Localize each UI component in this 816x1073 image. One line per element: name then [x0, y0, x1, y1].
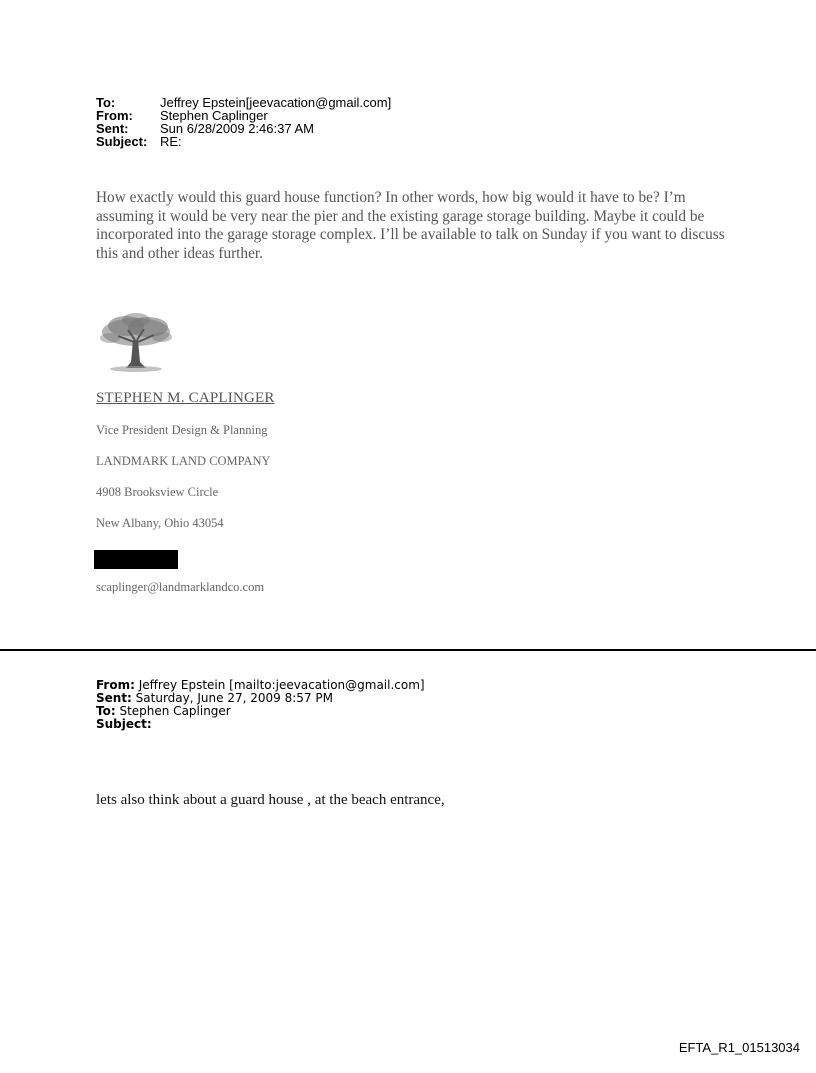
to-value: Jeffrey Epstein[jeevacation@gmail.com]: [160, 95, 392, 110]
divider: [0, 649, 816, 651]
signature-title: Vice President Design & Planning: [96, 423, 268, 437]
fwd-to-label: To:: [96, 704, 116, 718]
reply-body: How exactly would this guard house function? In other words, how big would it have to be? I’m assuming it would be very near the pier and the existing garage storage building. Maybe it could be incorporated into the garage storage complex. I’ll be available to talk on Sunday if you want to discuss this and other ideas further.: [96, 189, 725, 262]
forwarded-header: [96, 679, 425, 731]
from-label: From:: [96, 108, 133, 123]
fwd-from-label: From:: [96, 678, 135, 692]
from-value: Stephen Caplinger: [160, 108, 268, 123]
sent-label: Sent:: [96, 121, 129, 136]
oak-tree-icon: [96, 310, 176, 374]
email-header: [96, 96, 391, 148]
fwd-sent-label: Sent:: [96, 691, 132, 705]
document-id: EFTA_R1_01513034: [678, 1040, 800, 1055]
fwd-from-value: Jeffrey Epstein [mailto:jeevacation@gmail.com]: [134, 678, 425, 692]
redaction-block: [94, 550, 178, 569]
signature-address-line1: 4908 Brooksview Circle: [96, 485, 219, 499]
fwd-subject-row: [96, 718, 425, 731]
to-label: To:: [96, 95, 116, 110]
subject-row: [96, 135, 391, 148]
fwd-sent-value: Saturday, June 27, 2009 8:57 PM: [131, 691, 333, 705]
subject-value: RE:: [160, 134, 182, 149]
forwarded-body: lets also think about a guard house , at the beach entrance,: [96, 792, 445, 808]
subject-label: Subject:: [96, 134, 148, 149]
signature-name: STEPHEN M. CAPLINGER: [96, 390, 275, 406]
fwd-subject-label: Subject:: [96, 717, 152, 731]
signature-address-line2: New Albany, Ohio 43054: [96, 516, 224, 530]
signature-email: scaplinger@landmarklandco.com: [96, 580, 265, 594]
fwd-to-value: Stephen Caplinger: [115, 704, 231, 718]
signature-company: LANDMARK LAND COMPANY: [96, 454, 271, 468]
sent-value: Sun 6/28/2009 2:46:37 AM: [160, 121, 314, 136]
